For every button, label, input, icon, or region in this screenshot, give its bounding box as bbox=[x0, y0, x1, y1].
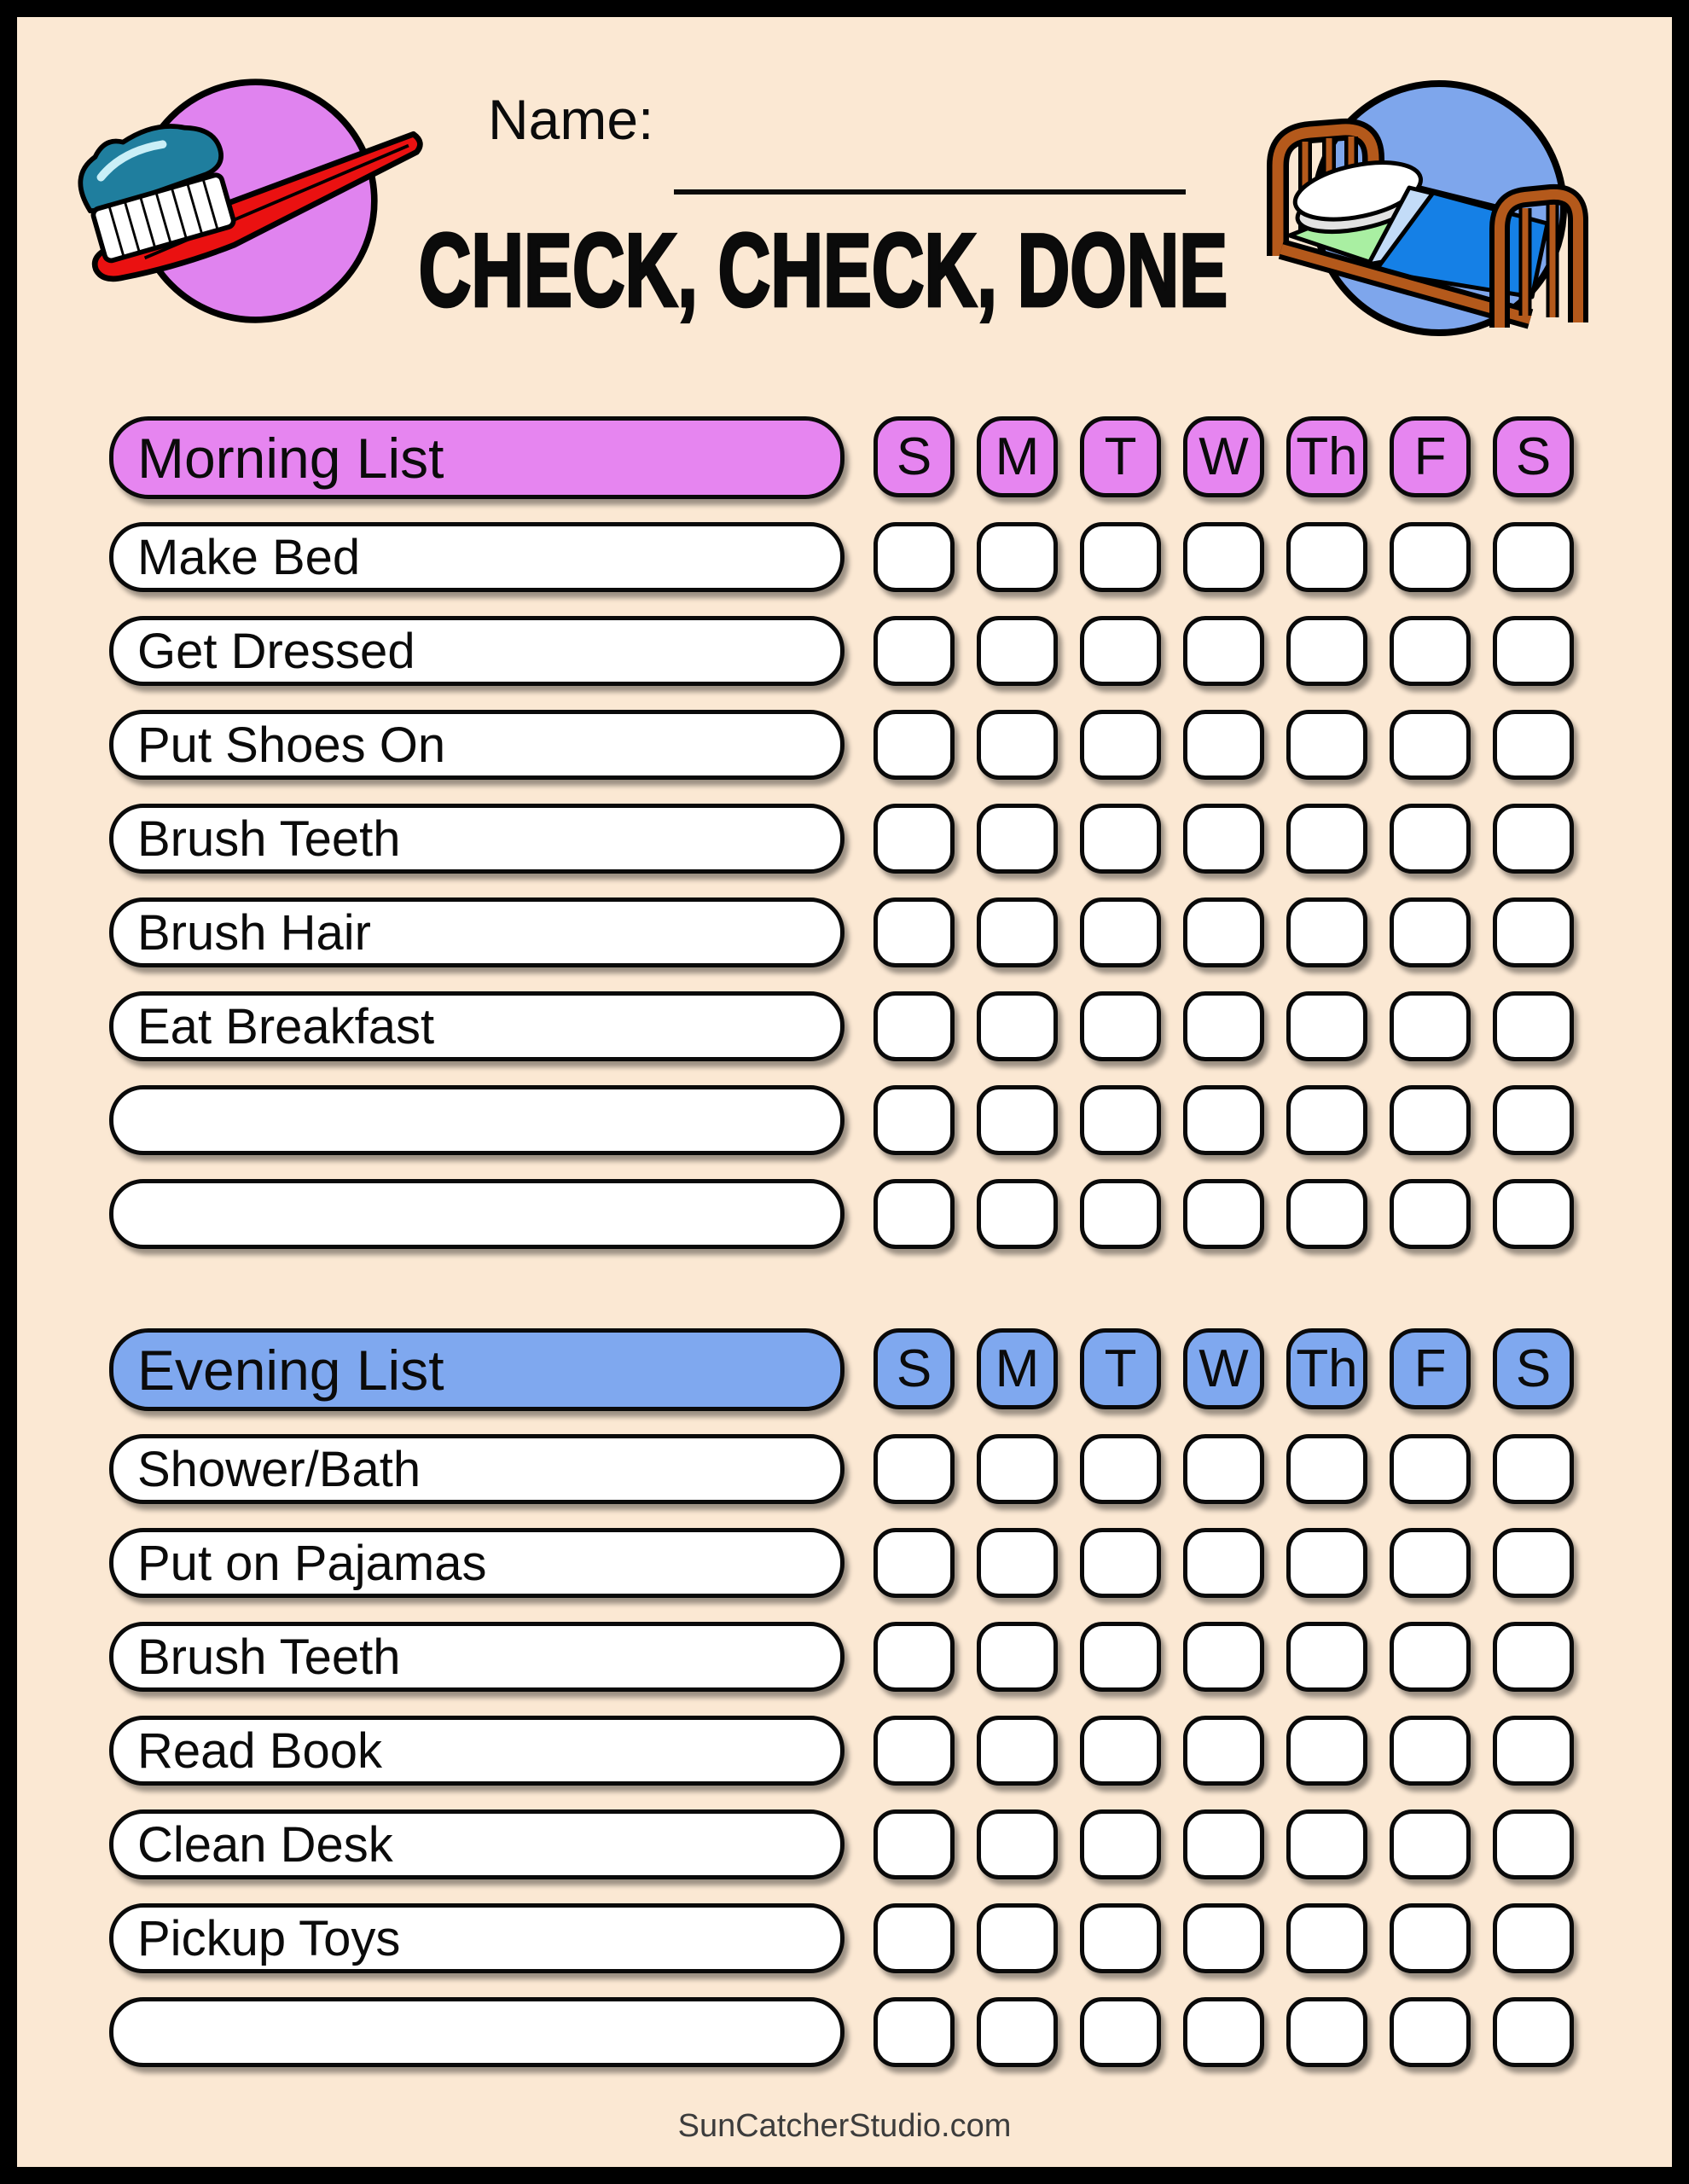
task-label: Clean Desk bbox=[109, 1809, 844, 1879]
day-checkbox[interactable] bbox=[977, 1997, 1058, 2067]
day-checkbox[interactable] bbox=[1390, 1997, 1471, 2067]
day-checkbox[interactable] bbox=[1183, 991, 1264, 1061]
blank-task-field[interactable] bbox=[109, 1085, 844, 1155]
day-checkbox[interactable] bbox=[977, 1179, 1058, 1249]
day-checkbox[interactable] bbox=[1390, 1903, 1471, 1973]
day-checkbox[interactable] bbox=[1286, 1085, 1367, 1155]
day-checkbox[interactable] bbox=[1183, 1809, 1264, 1879]
task-row bbox=[109, 897, 1611, 967]
day-checkbox[interactable] bbox=[1390, 1085, 1471, 1155]
day-checkbox[interactable] bbox=[874, 522, 955, 592]
day-checkbox[interactable] bbox=[977, 1622, 1058, 1692]
day-checkbox[interactable] bbox=[874, 1179, 955, 1249]
day-checkbox[interactable] bbox=[1286, 710, 1367, 780]
day-checkbox[interactable] bbox=[1390, 991, 1471, 1061]
day-header: S bbox=[874, 416, 955, 497]
day-checkbox[interactable] bbox=[1183, 522, 1264, 592]
day-header: F bbox=[1390, 416, 1471, 497]
day-header: W bbox=[1183, 416, 1264, 497]
day-checkbox[interactable] bbox=[1286, 1903, 1367, 1973]
day-checkbox[interactable] bbox=[1493, 804, 1574, 874]
day-checkbox[interactable] bbox=[1286, 1809, 1367, 1879]
day-checkbox[interactable] bbox=[1080, 1809, 1161, 1879]
day-checkbox[interactable] bbox=[1286, 1434, 1367, 1504]
day-checkbox[interactable] bbox=[977, 1903, 1058, 1973]
task-row bbox=[109, 1434, 1611, 1504]
day-checkbox[interactable] bbox=[1183, 1997, 1264, 2067]
day-checkbox[interactable] bbox=[1390, 1434, 1471, 1504]
day-checkbox[interactable] bbox=[1183, 1903, 1264, 1973]
day-checkbox[interactable] bbox=[977, 1809, 1058, 1879]
day-checkbox[interactable] bbox=[1286, 1622, 1367, 1692]
day-checkbox[interactable] bbox=[1493, 1179, 1574, 1249]
day-checkbox[interactable] bbox=[1080, 616, 1161, 686]
page-title: CHECK, CHECK, DONE bbox=[418, 212, 1228, 328]
day-checkbox[interactable] bbox=[1183, 897, 1264, 967]
day-checkbox[interactable] bbox=[1390, 1716, 1471, 1786]
day-checkbox[interactable] bbox=[1080, 1434, 1161, 1504]
day-checkbox[interactable] bbox=[1183, 1716, 1264, 1786]
day-checkbox[interactable] bbox=[1493, 1434, 1574, 1504]
day-checkbox[interactable] bbox=[1286, 1716, 1367, 1786]
day-checkbox[interactable] bbox=[874, 1622, 955, 1692]
day-checkbox[interactable] bbox=[1080, 1716, 1161, 1786]
day-checkbox[interactable] bbox=[1183, 1179, 1264, 1249]
name-label: Name: bbox=[488, 88, 654, 151]
day-checkbox[interactable] bbox=[1390, 1528, 1471, 1598]
day-checkbox[interactable] bbox=[1390, 522, 1471, 592]
day-checkbox[interactable] bbox=[1493, 1528, 1574, 1598]
task-row bbox=[109, 1997, 1611, 2067]
task-row bbox=[109, 522, 1611, 592]
day-header: W bbox=[1183, 1328, 1264, 1409]
morning-header-row bbox=[109, 416, 1611, 499]
site-credit: SunCatcherStudio.com bbox=[677, 2108, 1012, 2144]
day-checkbox[interactable] bbox=[1493, 522, 1574, 592]
day-checkbox[interactable] bbox=[1390, 1179, 1471, 1249]
blank-task-field[interactable] bbox=[109, 1179, 844, 1249]
day-checkbox[interactable] bbox=[977, 1434, 1058, 1504]
task-row bbox=[109, 1528, 1611, 1598]
day-checkbox[interactable] bbox=[1286, 1997, 1367, 2067]
day-checkbox[interactable] bbox=[874, 1903, 955, 1973]
day-checkbox[interactable] bbox=[977, 522, 1058, 592]
day-header: F bbox=[1390, 1328, 1471, 1409]
evening-list-header: Evening List bbox=[109, 1328, 844, 1411]
day-header: S bbox=[1493, 416, 1574, 497]
task-label: Eat Breakfast bbox=[109, 991, 844, 1061]
day-checkbox[interactable] bbox=[1080, 1622, 1161, 1692]
day-checkbox[interactable] bbox=[977, 991, 1058, 1061]
day-header: S bbox=[874, 1328, 955, 1409]
day-checkbox[interactable] bbox=[1183, 710, 1264, 780]
day-checkbox[interactable] bbox=[874, 804, 955, 874]
evening-header-row bbox=[109, 1328, 1611, 1411]
day-checkbox[interactable] bbox=[1390, 897, 1471, 967]
day-checkbox[interactable] bbox=[1493, 897, 1574, 967]
task-label: Put Shoes On bbox=[109, 710, 844, 780]
day-checkbox[interactable] bbox=[977, 616, 1058, 686]
task-label: Shower/Bath bbox=[109, 1434, 844, 1504]
name-input-line[interactable] bbox=[674, 145, 1186, 195]
blank-task-field[interactable] bbox=[109, 1997, 844, 2067]
day-checkbox[interactable] bbox=[1390, 804, 1471, 874]
day-checkbox[interactable] bbox=[1286, 804, 1367, 874]
task-row bbox=[109, 1809, 1611, 1879]
day-checkbox[interactable] bbox=[1183, 804, 1264, 874]
evening-section bbox=[109, 1328, 1611, 2091]
day-checkbox[interactable] bbox=[874, 616, 955, 686]
task-row bbox=[109, 1716, 1611, 1786]
day-checkbox[interactable] bbox=[1183, 1528, 1264, 1598]
day-checkbox[interactable] bbox=[1080, 1903, 1161, 1973]
day-checkbox[interactable] bbox=[977, 804, 1058, 874]
bed-icon bbox=[1239, 61, 1614, 369]
day-checkbox[interactable] bbox=[1080, 1085, 1161, 1155]
task-row bbox=[109, 1179, 1611, 1249]
task-row bbox=[109, 1903, 1611, 1973]
day-checkbox[interactable] bbox=[1080, 1179, 1161, 1249]
day-checkbox[interactable] bbox=[1390, 1622, 1471, 1692]
task-row bbox=[109, 710, 1611, 780]
morning-section bbox=[109, 416, 1611, 1273]
day-checkbox[interactable] bbox=[977, 1528, 1058, 1598]
task-label: Brush Teeth bbox=[109, 1622, 844, 1692]
day-checkbox[interactable] bbox=[1080, 804, 1161, 874]
day-checkbox[interactable] bbox=[874, 1434, 955, 1504]
day-checkbox[interactable] bbox=[1183, 1085, 1264, 1155]
day-header: M bbox=[977, 1328, 1058, 1409]
task-label: Make Bed bbox=[109, 522, 844, 592]
day-checkbox[interactable] bbox=[1390, 616, 1471, 686]
day-checkbox[interactable] bbox=[1183, 1434, 1264, 1504]
day-checkbox[interactable] bbox=[1493, 1622, 1574, 1692]
task-label: Get Dressed bbox=[109, 616, 844, 686]
day-checkbox[interactable] bbox=[1493, 1997, 1574, 2067]
day-checkbox[interactable] bbox=[1493, 1809, 1574, 1879]
day-checkbox[interactable] bbox=[874, 1528, 955, 1598]
day-checkbox[interactable] bbox=[1493, 1903, 1574, 1973]
day-checkbox[interactable] bbox=[1493, 710, 1574, 780]
day-checkbox[interactable] bbox=[1286, 991, 1367, 1061]
task-row bbox=[109, 1085, 1611, 1155]
task-row bbox=[109, 991, 1611, 1061]
day-checkbox[interactable] bbox=[977, 897, 1058, 967]
day-checkbox[interactable] bbox=[874, 710, 955, 780]
day-checkbox[interactable] bbox=[1080, 522, 1161, 592]
day-checkbox[interactable] bbox=[1493, 991, 1574, 1061]
day-checkbox[interactable] bbox=[1080, 1528, 1161, 1598]
day-checkbox[interactable] bbox=[977, 710, 1058, 780]
day-checkbox[interactable] bbox=[1493, 616, 1574, 686]
day-checkbox[interactable] bbox=[1183, 616, 1264, 686]
day-header: T bbox=[1080, 416, 1161, 497]
task-label: Put on Pajamas bbox=[109, 1528, 844, 1598]
day-header: Th bbox=[1286, 1328, 1367, 1409]
day-checkbox[interactable] bbox=[1183, 1622, 1264, 1692]
day-checkbox[interactable] bbox=[874, 991, 955, 1061]
day-checkbox[interactable] bbox=[1286, 1179, 1367, 1249]
day-checkbox[interactable] bbox=[1080, 897, 1161, 967]
task-label: Read Book bbox=[109, 1716, 844, 1786]
day-checkbox[interactable] bbox=[1390, 1809, 1471, 1879]
day-checkbox[interactable] bbox=[1493, 1085, 1574, 1155]
day-checkbox[interactable] bbox=[1286, 1528, 1367, 1598]
day-checkbox[interactable] bbox=[874, 1809, 955, 1879]
task-label: Brush Hair bbox=[109, 897, 844, 967]
day-checkbox[interactable] bbox=[874, 1716, 955, 1786]
task-row bbox=[109, 616, 1611, 686]
day-checkbox[interactable] bbox=[1286, 522, 1367, 592]
day-checkbox[interactable] bbox=[874, 1997, 955, 2067]
morning-list-header: Morning List bbox=[109, 416, 844, 499]
day-checkbox[interactable] bbox=[874, 1085, 955, 1155]
day-checkbox[interactable] bbox=[874, 897, 955, 967]
day-header: S bbox=[1493, 1328, 1574, 1409]
day-checkbox[interactable] bbox=[977, 1716, 1058, 1786]
task-label: Pickup Toys bbox=[109, 1903, 844, 1973]
day-checkbox[interactable] bbox=[1493, 1716, 1574, 1786]
day-header: T bbox=[1080, 1328, 1161, 1409]
task-label: Brush Teeth bbox=[109, 804, 844, 874]
day-checkbox[interactable] bbox=[1390, 710, 1471, 780]
day-checkbox[interactable] bbox=[1080, 710, 1161, 780]
task-row bbox=[109, 804, 1611, 874]
day-header: Th bbox=[1286, 416, 1367, 497]
day-checkbox[interactable] bbox=[1080, 1997, 1161, 2067]
day-checkbox[interactable] bbox=[1080, 991, 1161, 1061]
day-checkbox[interactable] bbox=[977, 1085, 1058, 1155]
day-header: M bbox=[977, 416, 1058, 497]
day-checkbox[interactable] bbox=[1286, 897, 1367, 967]
task-row bbox=[109, 1622, 1611, 1692]
day-checkbox[interactable] bbox=[1286, 616, 1367, 686]
